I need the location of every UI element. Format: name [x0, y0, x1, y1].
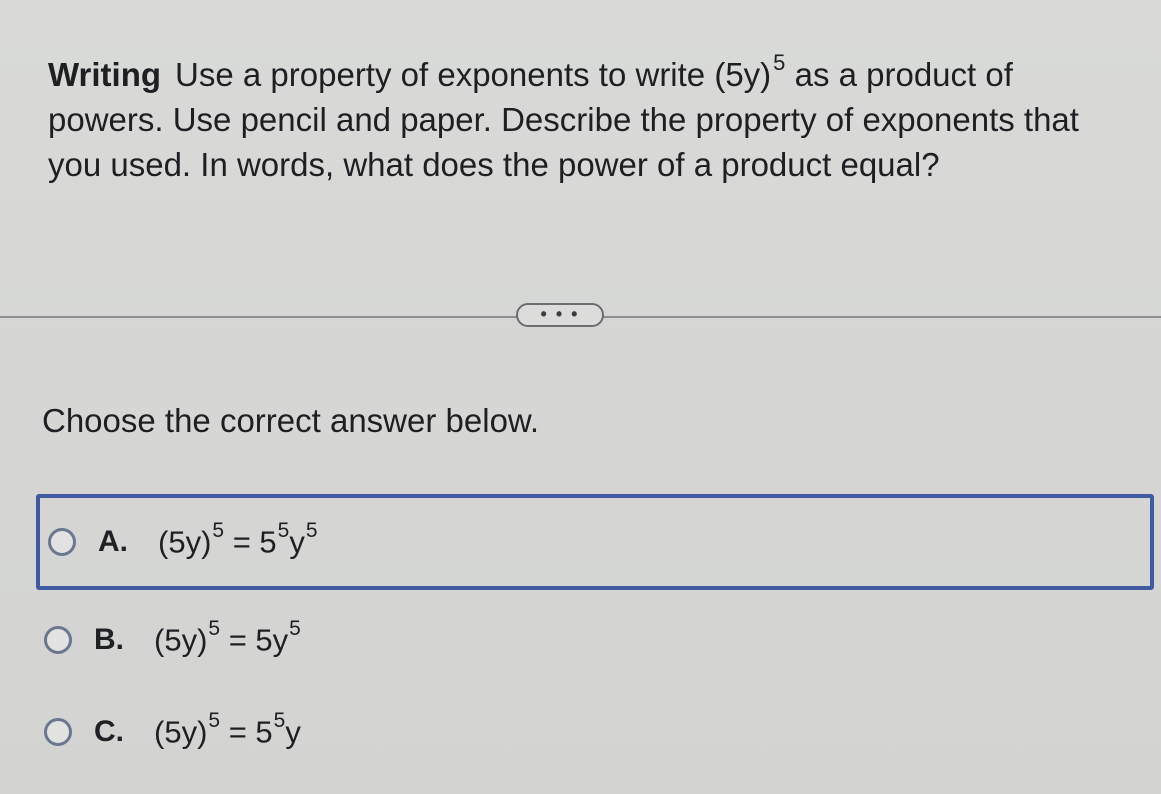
expr-equals: = — [224, 524, 260, 560]
option-expression — [158, 519, 318, 560]
expr-rhs-base: 5 — [255, 714, 273, 750]
expr-equals: = — [220, 622, 256, 658]
radio-button-a[interactable] — [48, 528, 76, 556]
answer-prompt: Choose the correct answer below. — [42, 402, 540, 439]
answer-options — [36, 494, 1154, 778]
question-text-before: Use a property of exponents to write — [175, 56, 715, 93]
expr-rhs-base: 5 — [259, 524, 277, 560]
expr-lhs-exponent: 5 — [208, 617, 221, 641]
answer-option-a[interactable] — [36, 494, 1154, 590]
expr-lhs-exponent: 5 — [212, 519, 225, 543]
question-lead: Writing — [48, 56, 162, 93]
expr-lhs-base: (5y) — [154, 622, 208, 658]
answer-option-c[interactable] — [36, 686, 1154, 778]
expr-lhs-base: (5y) — [154, 714, 208, 750]
answer-option-b[interactable] — [36, 594, 1154, 686]
expr-equals: = — [220, 714, 256, 750]
expr-rhs-base: y — [289, 524, 305, 560]
expr-rhs-base: y — [285, 714, 301, 750]
option-letter: C. — [94, 715, 124, 748]
expr-rhs-exponent: 5 — [277, 519, 290, 543]
more-options-button[interactable]: • • • — [516, 303, 604, 327]
option-expression — [154, 709, 301, 750]
expr-rhs-exponent: 5 — [305, 519, 318, 543]
question-expr-exponent: 5 — [773, 50, 786, 75]
question-text — [48, 44, 1128, 187]
expr-rhs-exponent: 5 — [289, 617, 301, 641]
option-expression — [154, 617, 301, 658]
question-expression — [714, 50, 786, 93]
radio-button-c[interactable] — [44, 718, 72, 746]
radio-button-b[interactable] — [44, 626, 72, 654]
option-letter: B. — [94, 623, 124, 656]
expr-lhs-exponent: 5 — [208, 709, 221, 733]
question-expr-base: (5y) — [714, 56, 772, 93]
expr-rhs-exponent: 5 — [273, 709, 286, 733]
expr-rhs-base: 5y — [255, 622, 289, 658]
question-text-after: as a product of powers. Use pencil and paper. Describe the property of exponents that you used. In words, what does the power of a product equal? — [48, 56, 1079, 183]
option-letter: A. — [98, 525, 128, 558]
expr-lhs-base: (5y) — [158, 524, 212, 560]
